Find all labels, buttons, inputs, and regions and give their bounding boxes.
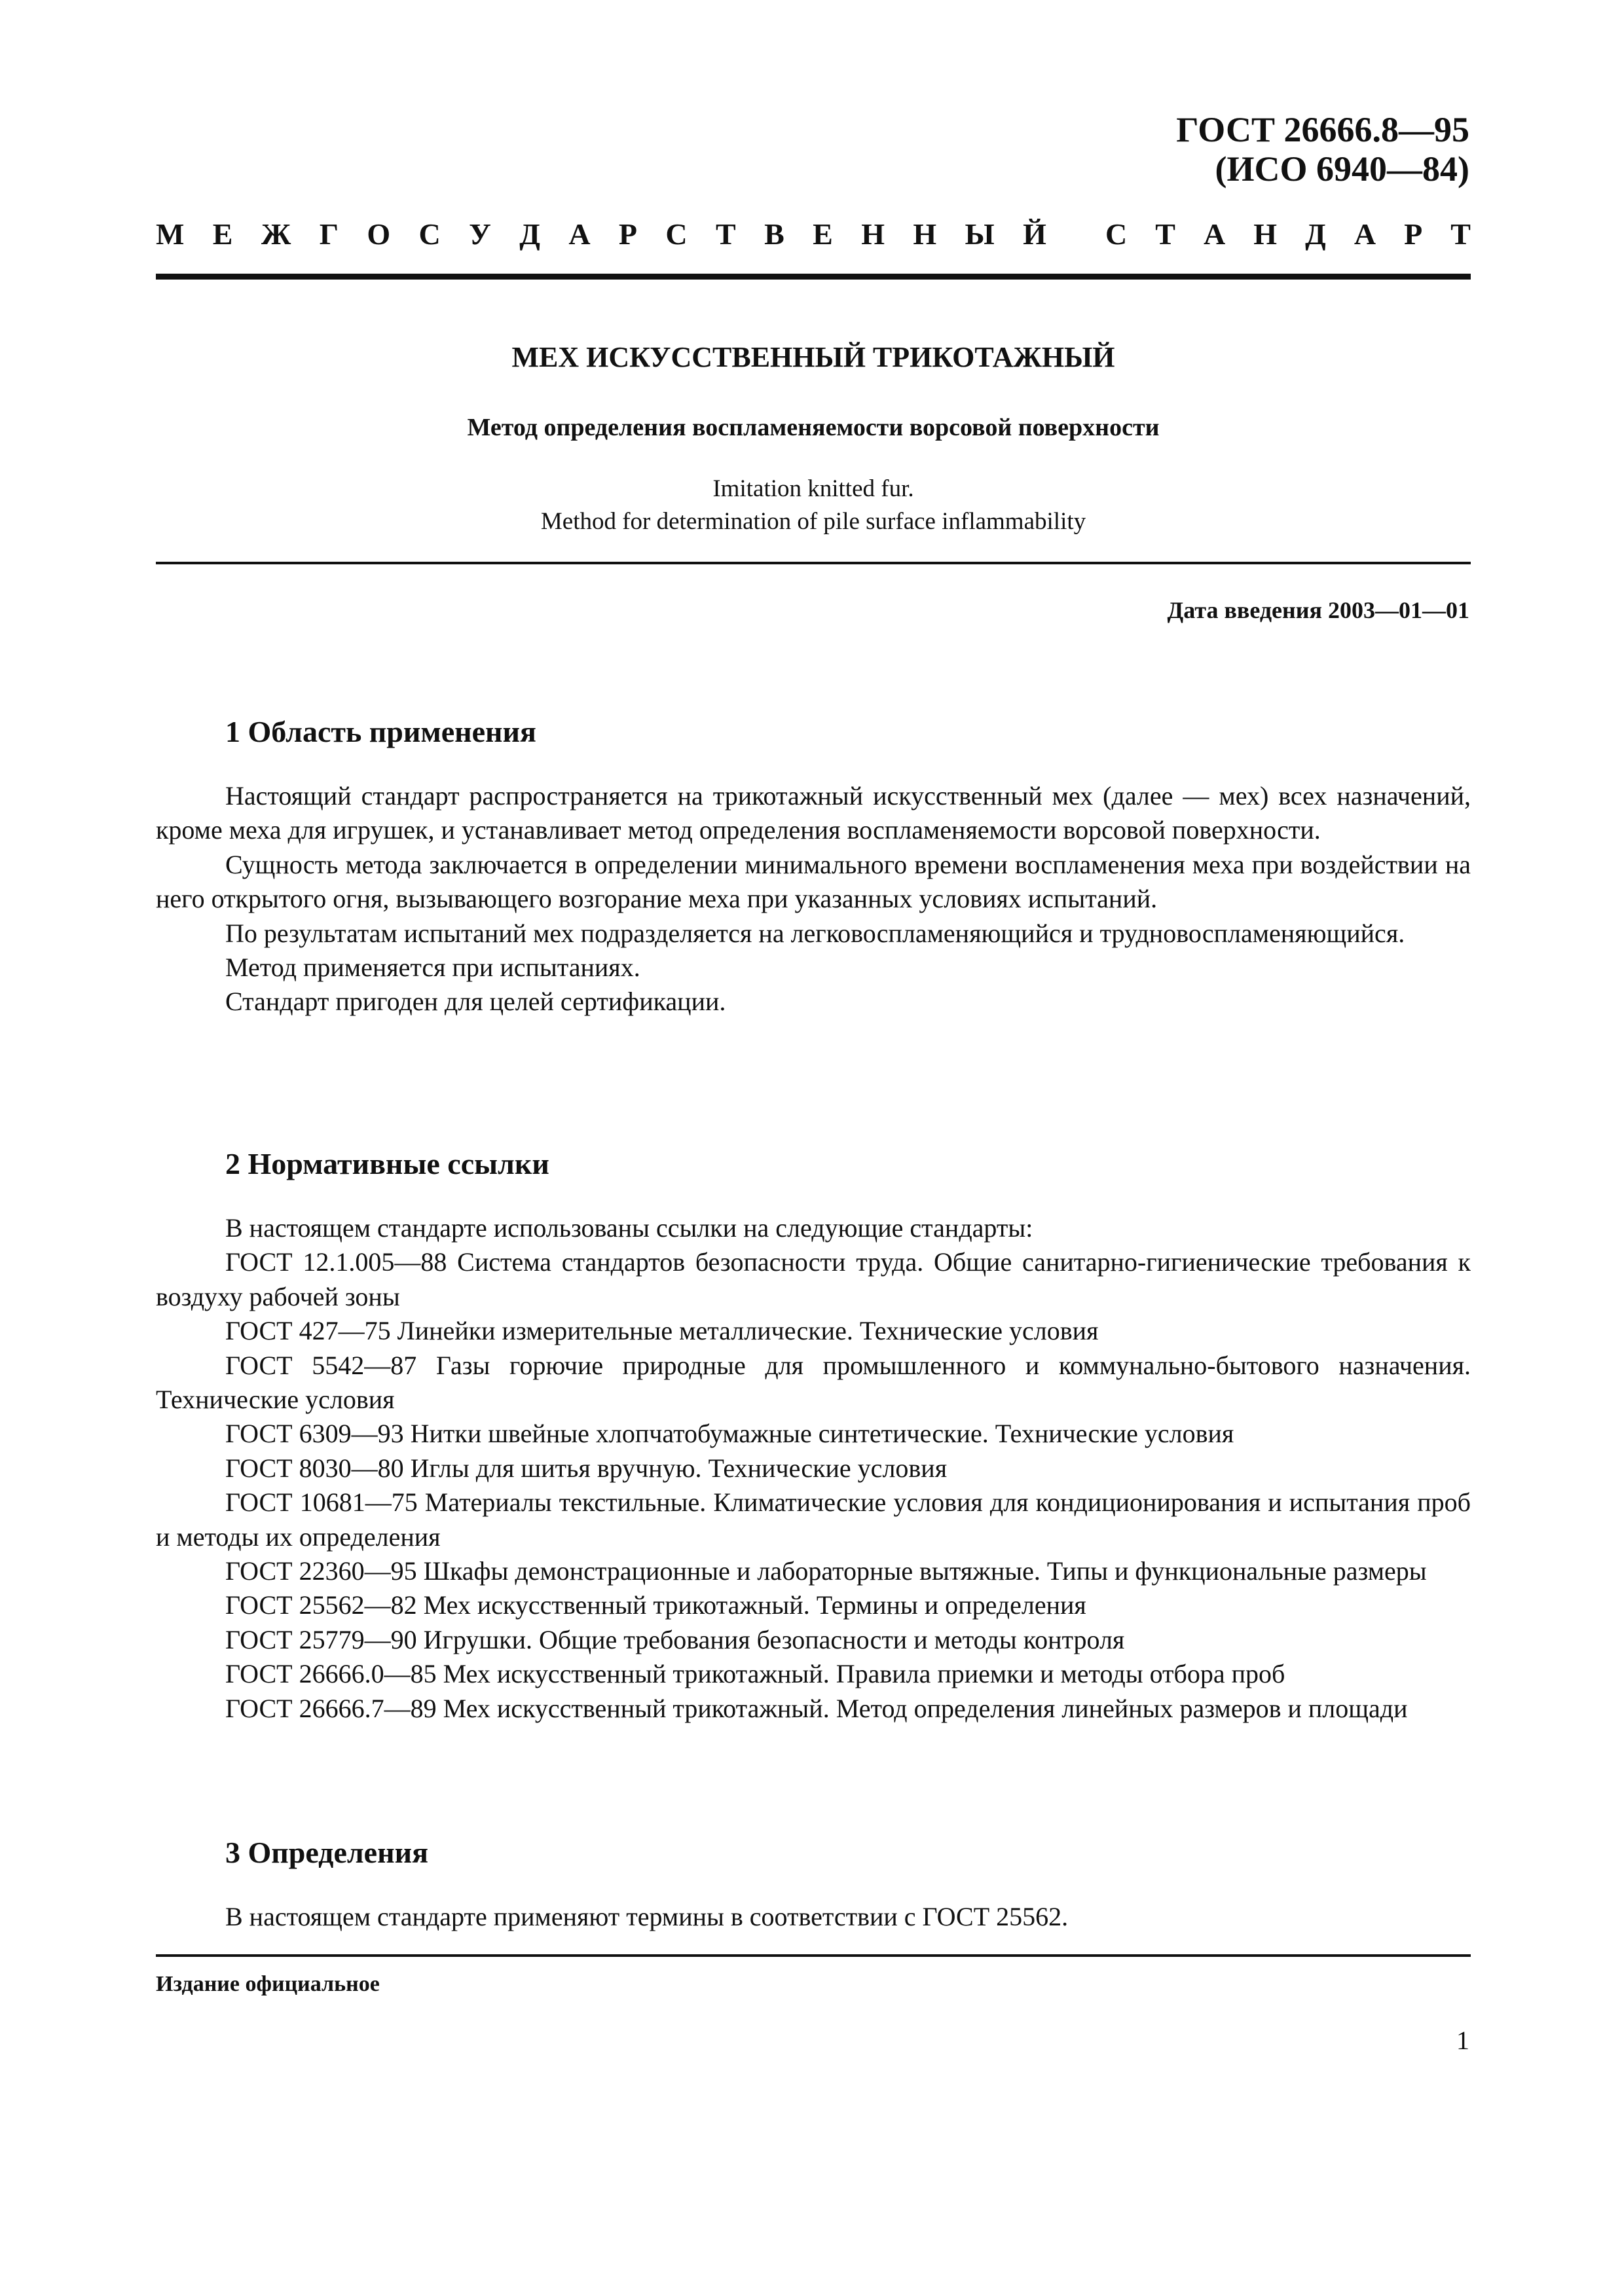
footer-divider [156, 1954, 1471, 1957]
paragraph: По результатам испытаний мех подразделяется на легковоспламеняющийся и трудновоспламеняющийся. [225, 918, 1405, 948]
english-title [156, 473, 1471, 538]
paragraph: В настоящем стандарте использованы ссылки на следующие стандарты: [225, 1213, 1033, 1243]
banner-letter: Р [618, 217, 638, 251]
banner-letter: Н [861, 217, 885, 251]
banner-letter: А [1354, 217, 1376, 251]
reference-item: ГОСТ 26666.0—85 Мех искусственный трикотажный. Правила приемки и методы отбора проб [225, 1659, 1285, 1689]
reference-item: ГОСТ 25562—82 Мех искусственный трикотажный. Термины и определения [225, 1590, 1086, 1620]
banner-letter: Р [1404, 217, 1423, 251]
banner-letter: Е [813, 217, 833, 251]
page-number: 1 [1456, 2026, 1469, 2055]
section-body [156, 1900, 1471, 1934]
reference-item: ГОСТ 25779—90 Игрушки. Общие требования безопасности и методы контроля [225, 1624, 1125, 1654]
section-heading: 3 Определения [225, 1836, 428, 1869]
edition-note: Издание официальное [156, 1972, 380, 1996]
section-body [156, 779, 1471, 1019]
header-divider [156, 274, 1471, 280]
banner-letter: М [156, 217, 185, 251]
banner-letter: Ж [261, 217, 291, 251]
section-heading: 1 Область применения [225, 715, 536, 748]
interstate-standard-banner [156, 216, 1471, 253]
paragraph: Стандарт пригоден для целей сертификации. [225, 987, 726, 1017]
reference-item: ГОСТ 10681—75 Материалы текстильные. Климатические условия для кондиционирования и испытания проб и методы их определения [156, 1487, 1471, 1552]
section-body [156, 1211, 1471, 1726]
standard-code: ГОСТ 26666.8—95 [1176, 110, 1469, 149]
banner-letter: Й [1023, 217, 1046, 251]
banner-letter: Д [1305, 217, 1326, 251]
iso-code: (ИСО 6940—84) [1215, 149, 1469, 189]
banner-letter: Д [519, 217, 540, 251]
reference-item: ГОСТ 427—75 Линейки измерительные металлические. Технические условия [225, 1316, 1099, 1346]
banner-letter: С [1105, 217, 1128, 251]
reference-item: ГОСТ 6309—93 Нитки швейные хлопчатобумажные синтетические. Технические условия [225, 1419, 1234, 1449]
banner-letter: А [1204, 217, 1226, 251]
banner-letter: Ы [965, 217, 995, 251]
section-heading: 2 Нормативные ссылки [225, 1147, 549, 1180]
banner-letter: Т [1155, 217, 1175, 251]
banner-letter: Н [913, 217, 937, 251]
banner-letter: А [568, 217, 591, 251]
reference-item: ГОСТ 8030—80 Иглы для шитья вручную. Технические условия [225, 1453, 948, 1483]
introduction-date: Дата введения 2003—01—01 [1167, 597, 1469, 623]
banner-letter: Г [319, 217, 339, 251]
reference-item: ГОСТ 22360—95 Шкафы демонстрационные и лабораторные вытяжные. Типы и функциональные размеры [225, 1556, 1427, 1586]
english-title-line: Method for determination of pile surface inflammability [540, 508, 1086, 535]
document-subtitle: Метод определения воспламеняемости ворсовой поверхности [467, 414, 1160, 441]
banner-letter: У [469, 217, 491, 251]
document-title: МЕХ ИСКУССТВЕННЫЙ ТРИКОТАЖНЫЙ [511, 341, 1115, 373]
banner-letter: С [418, 217, 441, 251]
banner-letter: Н [1253, 217, 1278, 251]
paragraph: Метод применяется при испытаниях. [225, 953, 640, 983]
banner-letter: О [367, 217, 391, 251]
banner-letter: Е [212, 217, 233, 251]
reference-item: ГОСТ 26666.7—89 Мех искусственный трикотажный. Метод определения линейных размеров и площади [225, 1693, 1408, 1723]
standard-word [1105, 216, 1471, 253]
standard-designation [1176, 110, 1469, 189]
banner-letter: Т [716, 217, 736, 251]
interstate-word [156, 216, 1046, 253]
reference-item: ГОСТ 12.1.005—88 Система стандартов безопасности труда. Общие санитарно-гигиенические требования к воздуху рабочей зоны [156, 1247, 1471, 1311]
english-title-line: Imitation knitted fur. [712, 475, 914, 502]
title-divider [156, 562, 1471, 564]
reference-item: ГОСТ 5542—87 Газы горючие природные для промышленного и коммунально-бытового назначения. Технические условия [156, 1350, 1471, 1415]
banner-letter: Т [1450, 217, 1471, 251]
paragraph: Настоящий стандарт распространяется на трикотажный искусственный мех (далее — мех) всех назначений, кроме меха для игрушек, и устанавливает метод определения воспламеняемости ворсовой поверхности. [156, 781, 1471, 845]
paragraph: В настоящем стандарте применяют термины в соответствии с ГОСТ 25562. [225, 1902, 1069, 1931]
paragraph: Сущность метода заключается в определении минимального времени воспламенения меха при воздействии на него открытого огня, вызывающего возгорание меха при указанных условиях испытаний. [156, 849, 1471, 914]
banner-letter: В [764, 217, 784, 251]
banner-letter: С [665, 217, 688, 251]
